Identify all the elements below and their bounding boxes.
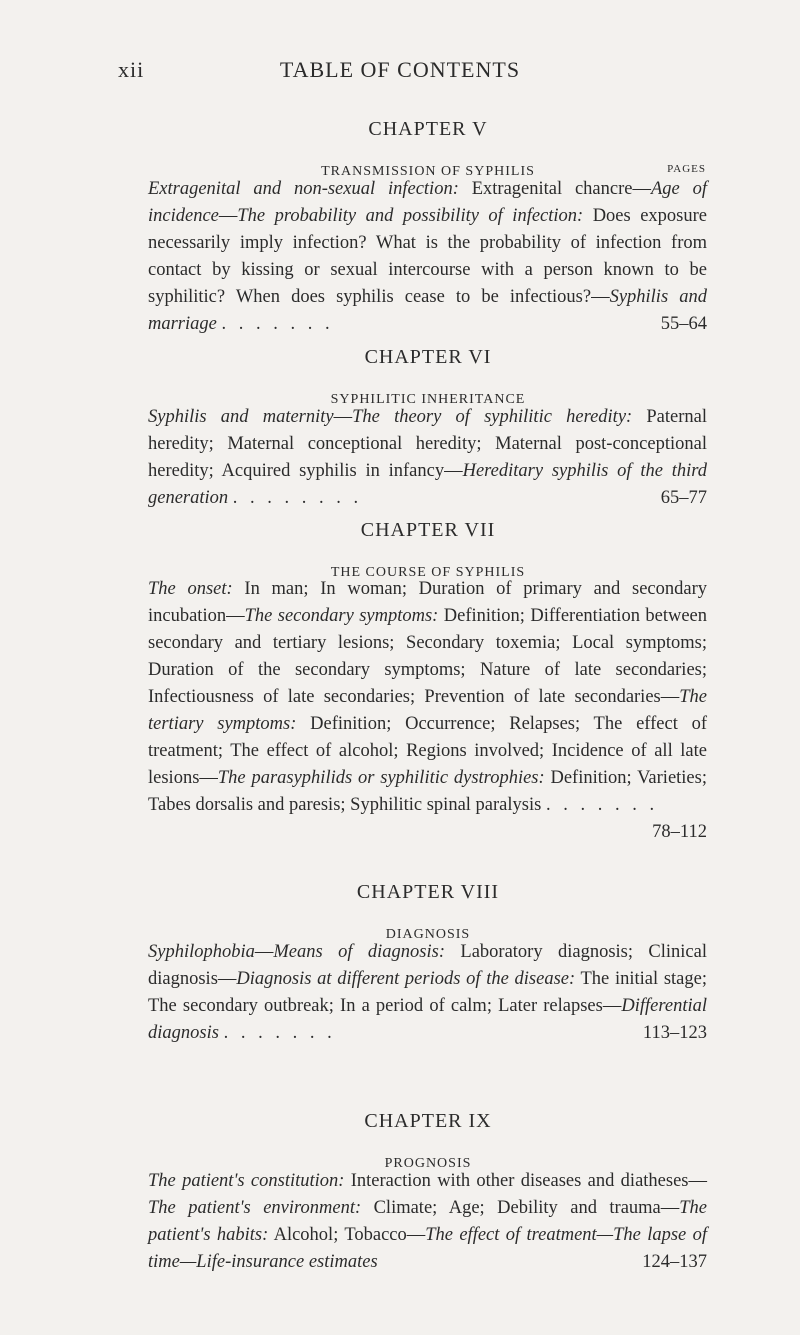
- topic-text: Climate; Age; Debility and trauma—: [361, 1198, 680, 1218]
- chapter-subtitle: SYPHILITIC INHERITANCE: [330, 392, 526, 407]
- page-number: xii: [118, 57, 145, 82]
- topic: The patient's habits:: [148, 1198, 708, 1245]
- topic: The effect of treatment—The lapse of time—Life-insurance estimates: [148, 1225, 707, 1272]
- topic-text: Paternal heredity; Maternal conceptional heredity; Maternal post-conceptional heredity; Acquired syphilis in infancy—: [148, 407, 708, 481]
- chapter-vii-heading: [148, 518, 708, 582]
- chapter-v-heading: [148, 117, 708, 181]
- leader-dots: . . . . . . .: [545, 795, 659, 815]
- leader-dots: . . . . . . . .: [232, 488, 363, 508]
- topic-text: In man; In woman; Duration of primary and secondary incubation—: [148, 579, 707, 626]
- chapter-title: CHAPTER V: [368, 118, 488, 140]
- chapter-title: CHAPTER VII: [360, 519, 496, 541]
- chapter-title: CHAPTER IX: [364, 1110, 492, 1132]
- chapter-subtitle: TRANSMISSION OF SYPHILIS: [321, 164, 535, 179]
- page-range: 65–77: [660, 488, 707, 508]
- topic: The probability and possibility of infection:: [237, 206, 584, 226]
- leader-dots: . . . . . . .: [221, 314, 334, 334]
- topic: Syphilophobia: [148, 942, 255, 962]
- chapter-viii-contents: [148, 939, 707, 1047]
- topic-text: Definition; Varieties; Tabes dorsalis and paresis; Syphilitic spinal paralysis: [148, 768, 707, 815]
- topic-text: The initial stage; The secondary outbreak; In a period of calm; Later relapses—: [148, 969, 707, 1016]
- topic-text: Extragenital chancre—: [458, 179, 651, 199]
- topic-text: Interaction with other diseases and diatheses—: [344, 1171, 707, 1191]
- topic: Syphilis and marriage: [148, 287, 707, 334]
- topic: The secondary symptoms:: [244, 606, 439, 626]
- topic-text: —: [218, 206, 238, 226]
- chapter-vii-contents: [148, 576, 707, 846]
- topic: The theory of syphilitic heredity:: [352, 407, 633, 427]
- topic-text: Does exposure necessarily imply infection? What is the probability of infection from contact by kissing or sexual intercourse with a person known to be syphilitic? When does syphilis cease to be infectious?—: [148, 206, 707, 307]
- running-head: [118, 57, 682, 87]
- topic: The parasyphilids or syphilitic dystrophies:: [217, 768, 545, 788]
- chapter-title: CHAPTER VIII: [356, 881, 500, 903]
- topic: Age of incidence: [148, 179, 707, 226]
- pages-column-label: PAGES: [667, 163, 706, 175]
- topic: Means of diagnosis:: [273, 942, 445, 962]
- topic-text: —: [333, 407, 353, 427]
- topic: Diagnosis at different periods of the disease:: [236, 969, 576, 989]
- page-range: 113–123: [642, 1023, 707, 1043]
- leader-dots: . . . . . . .: [223, 1023, 336, 1043]
- page-range: 55–64: [660, 314, 707, 334]
- topic-text: Laboratory diagnosis; Clinical diagnosis—: [148, 942, 707, 989]
- topic: Differential diagnosis: [148, 996, 707, 1043]
- page-range: 78–112: [652, 822, 707, 842]
- topic-text: Definition; Occurrence; Relapses; The effect of treatment; The effect of alcohol; Regions involved; Incidence of all late lesions—: [148, 714, 708, 788]
- chapter-vi-heading: [148, 345, 708, 409]
- chapter-subtitle: DIAGNOSIS: [385, 927, 471, 942]
- topic: The patient's constitution:: [148, 1171, 345, 1191]
- chapter-v-contents: [148, 176, 707, 338]
- chapter-ix-heading: [148, 1109, 708, 1173]
- chapter-subtitle: PROGNOSIS: [384, 1156, 472, 1171]
- topic: Hereditary syphilis of the third generation: [148, 461, 707, 508]
- chapter-title: CHAPTER VI: [364, 346, 492, 368]
- topic: Extragenital and non-sexual infection:: [148, 179, 459, 199]
- topic-text: Definition; Differentiation between secondary and tertiary lesions; Secondary toxemia; Local symptoms; Duration of the secondary symptoms; Nature of late secondaries; Infectiousness of late secondaries; Prevention of late secondaries—: [148, 606, 707, 707]
- topic: Syphilis and maternity: [148, 407, 334, 427]
- chapter-subtitle: THE COURSE OF SYPHILIS: [330, 565, 526, 580]
- chapter-ix-contents: [148, 1168, 707, 1276]
- chapter-viii-heading: [148, 880, 708, 944]
- running-title: TABLE OF CONTENTS: [279, 57, 521, 82]
- topic: The patient's environment:: [148, 1198, 362, 1218]
- chapter-vi-contents: [148, 404, 707, 512]
- topic: The onset:: [148, 579, 233, 599]
- topic-text: Alcohol; Tobacco—: [268, 1225, 426, 1245]
- page-range: 124–137: [642, 1252, 707, 1272]
- topic-text: —: [254, 942, 274, 962]
- topic: The tertiary symptoms:: [148, 687, 707, 734]
